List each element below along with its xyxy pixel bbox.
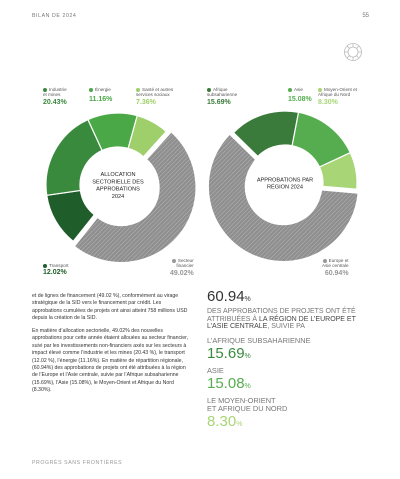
mena-stat <box>207 413 377 433</box>
stats-panel <box>207 289 377 433</box>
region-donut-chart <box>203 105 368 265</box>
africa-stat <box>207 345 377 365</box>
legend-dot <box>89 88 93 92</box>
legend-energy <box>89 87 112 104</box>
legend-mena <box>318 87 357 107</box>
legend-pct: 49.02% <box>170 269 194 277</box>
caption-highlight: LA RÉGION DE L’EUROPE ET L’ASIE CENTRALE <box>207 315 356 331</box>
paragraph-1: et de lignes de financement (49.02 %), conformément au virage stratégique de la SID vers le financement par crédit. Les approbations cumulées de projets ont ainsi atteint 758 millions USD depuis la création de la SID. <box>32 293 188 322</box>
donut-center-label: ALLOCATION SECTORIELLE DES APPROBATIONS 2024 <box>92 172 144 200</box>
legend-asia <box>288 87 312 104</box>
legend-label: Asie <box>294 87 303 92</box>
sector-donut-chart <box>40 105 200 265</box>
legend-label: Santé et autres services sociaux <box>136 87 174 98</box>
main-stat-number: 60.94 <box>207 288 245 305</box>
legend-label: Énergie <box>95 87 111 92</box>
legend-label: Europe et Asie centrale <box>322 258 349 269</box>
legend-transport <box>43 263 69 277</box>
legend-pct: 60.94% <box>324 269 349 277</box>
organization-logo-icon <box>343 42 363 62</box>
report-title: BILAN DE 2024 <box>32 13 77 19</box>
caption-part: DES APPROBATIONS DE PROJETS ONT ÉTÉ ATTRIBUÉES À <box>207 308 356 323</box>
legend-label: Transport <box>49 263 69 268</box>
paragraph-2: En matière d’allocation sectorielle, 49.02% des nouvelles approbations pour cette année étaient allouées au secteur financier, suivi par les investissements non-financiers axés sur les secteurs à impact élevé comme l’industrie et les mines (20.43 %), le transport (12.02 %), l’énergie (11.16%). En matière de répartition régionale, (60.94%) des approbations de projets ont été attribuées à la région de l’Europe et l’Asie centrale, suivie par l’Afrique subsaharienne (15.69%), l’Asie (15.08%), le Moyen-Orient et Afrique du Nord (8.30%). <box>32 328 189 394</box>
legend-dot <box>288 88 292 92</box>
legend-pct: 15.69% <box>207 98 231 106</box>
legend-africa <box>207 87 237 107</box>
legend-industry <box>43 87 67 107</box>
pct-sign: % <box>236 420 243 428</box>
mena-label: LE MOYEN-ORIENT ET AFRIQUE DU NORD <box>207 395 288 413</box>
legend-dot <box>43 88 47 92</box>
pct-sign: % <box>244 352 251 360</box>
legend-dot <box>136 88 140 92</box>
asia-label: ASIE <box>207 365 224 375</box>
pct-sign: % <box>244 382 251 390</box>
legend-pct: 8.30% <box>318 98 338 106</box>
legend-health <box>136 87 173 107</box>
legend-label: Afrique subsaharienne <box>207 87 238 98</box>
caption-part: , SUIVIE PA <box>267 323 305 331</box>
legend-dot <box>318 88 322 92</box>
main-stat-pct: % <box>244 296 251 303</box>
main-stat-caption <box>207 308 377 331</box>
main-stat <box>207 289 377 308</box>
page-number: 55 <box>362 13 369 19</box>
mena-number: 8.30 <box>207 412 237 430</box>
legend-pct: 20.43% <box>43 98 67 106</box>
legend-label: Moyen-Orient et Afrique du Nord <box>318 87 357 98</box>
donut-center-label: APPROBATIONS PAR RÉGION 2024 <box>256 177 314 191</box>
africa-label: L’AFRIQUE SUBSAHARIENNE <box>207 335 311 345</box>
asia-number: 15.08 <box>207 374 245 392</box>
footer-title: PROGRÈS SANS FRONTIÈRES <box>32 460 123 466</box>
legend-dot <box>207 88 211 92</box>
legend-label: Industrie et mines <box>43 87 67 98</box>
legend-label: Secteur financier <box>176 258 194 269</box>
legend-pct: 12.02% <box>43 269 67 277</box>
legend-pct: 15.08% <box>288 96 312 104</box>
asia-stat <box>207 375 377 395</box>
legend-pct: 11.16% <box>89 96 113 104</box>
legend-pct: 7.36% <box>136 98 156 106</box>
africa-number: 15.69 <box>207 344 245 362</box>
